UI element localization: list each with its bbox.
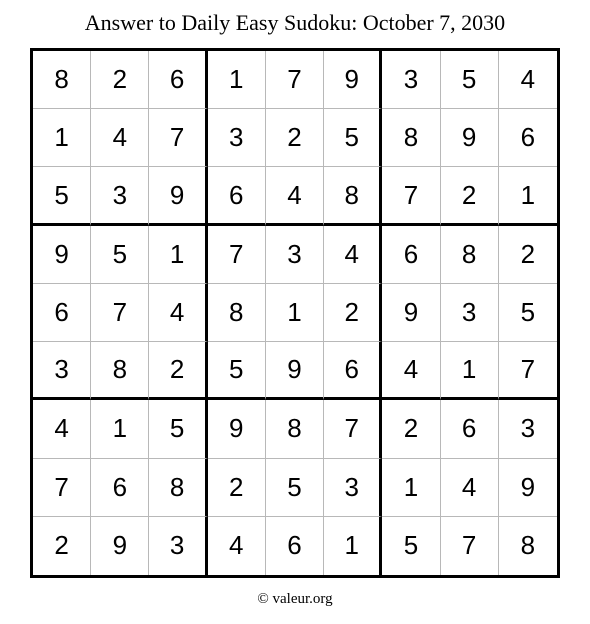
sudoku-cell-r6c8[interactable]: 1 xyxy=(441,342,499,400)
sudoku-cell-r3c3[interactable]: 9 xyxy=(149,167,207,225)
sudoku-cell-r8c6[interactable]: 3 xyxy=(324,459,382,517)
sudoku-cell-r9c6[interactable]: 1 xyxy=(324,517,382,575)
sudoku-cell-r8c7[interactable]: 1 xyxy=(382,459,440,517)
sudoku-cell-r4c6[interactable]: 4 xyxy=(324,226,382,284)
sudoku-cell-r5c5[interactable]: 1 xyxy=(266,284,324,342)
page-title: Answer to Daily Easy Sudoku: October 7, 2030 xyxy=(84,10,506,35)
sudoku-cell-r4c2[interactable]: 5 xyxy=(91,226,149,284)
sudoku-cell-r3c1[interactable]: 5 xyxy=(33,167,91,225)
sudoku-cell-r5c3[interactable]: 4 xyxy=(149,284,207,342)
sudoku-cell-r4c8[interactable]: 8 xyxy=(441,226,499,284)
sudoku-cell-r9c9[interactable]: 8 xyxy=(520,530,536,561)
sudoku-cell-r8c4[interactable]: 2 xyxy=(208,459,266,517)
sudoku-cell-r5c4[interactable]: 8 xyxy=(208,284,266,342)
sudoku-cell-r7c4[interactable]: 9 xyxy=(208,400,266,458)
sudoku-board xyxy=(30,48,560,578)
sudoku-cell-r2c6[interactable]: 5 xyxy=(324,109,382,167)
sudoku-cell-r9c5[interactable]: 6 xyxy=(266,517,324,575)
sudoku-cell-r5c2[interactable]: 7 xyxy=(91,284,149,342)
sudoku-cell-r3c9[interactable]: 1 xyxy=(499,167,557,225)
sudoku-cell-r5c1[interactable]: 6 xyxy=(33,284,91,342)
sudoku-cell-r2c7[interactable]: 8 xyxy=(382,109,440,167)
sudoku-cell-r2c9[interactable]: 6 xyxy=(499,109,557,167)
sudoku-cell-r1c2[interactable]: 2 xyxy=(91,51,149,109)
sudoku-cell-r1c3[interactable]: 6 xyxy=(149,51,207,109)
sudoku-cell-r7c5[interactable]: 8 xyxy=(266,400,324,458)
sudoku-cell-r7c2[interactable]: 1 xyxy=(91,400,149,458)
sudoku-cell-r6c5[interactable]: 9 xyxy=(266,342,324,400)
sudoku-cell-r4c5[interactable]: 3 xyxy=(266,226,324,284)
sudoku-cell-r8c2[interactable]: 6 xyxy=(91,459,149,517)
sudoku-cell-r7c6[interactable]: 7 xyxy=(324,400,382,458)
sudoku-cell-r8c1[interactable]: 7 xyxy=(33,459,91,517)
sudoku-cell-r2c5[interactable]: 2 xyxy=(266,109,324,167)
sudoku-cell-r2c8[interactable]: 9 xyxy=(441,109,499,167)
sudoku-cell-r6c9[interactable]: 7 xyxy=(499,342,557,400)
sudoku-cell-r9c1[interactable]: 2 xyxy=(33,517,91,575)
sudoku-cell-r4c4[interactable]: 7 xyxy=(208,226,266,284)
sudoku-cell-r4c7[interactable]: 6 xyxy=(382,226,440,284)
sudoku-cell-r3c7[interactable]: 7 xyxy=(382,167,440,225)
sudoku-cell-r2c2[interactable]: 4 xyxy=(91,109,149,167)
sudoku-cell-r6c7[interactable]: 4 xyxy=(382,342,440,400)
sudoku-cell-r4c9[interactable]: 2 xyxy=(499,226,557,284)
sudoku-cell-r8c5[interactable]: 5 xyxy=(266,459,324,517)
sudoku-cell-r3c6[interactable]: 8 xyxy=(324,167,382,225)
sudoku-cell-r6c3[interactable]: 2 xyxy=(149,342,207,400)
sudoku-cell-r3c8[interactable]: 2 xyxy=(441,167,499,225)
sudoku-cell-r3c4[interactable]: 6 xyxy=(208,167,266,225)
sudoku-cell-r6c1[interactable]: 3 xyxy=(33,342,91,400)
sudoku-cell-r5c6[interactable]: 2 xyxy=(324,284,382,342)
sudoku-cell-r2c1[interactable]: 1 xyxy=(33,109,91,167)
sudoku-cell-r1c7[interactable]: 3 xyxy=(382,51,440,109)
sudoku-cell-r4c1[interactable]: 9 xyxy=(33,226,91,284)
sudoku-cell-r1c5[interactable]: 7 xyxy=(266,51,324,109)
sudoku-cell-r1c6[interactable]: 9 xyxy=(324,51,382,109)
sudoku-cell-r6c4[interactable]: 5 xyxy=(208,342,266,400)
sudoku-cell-r9c8[interactable]: 7 xyxy=(441,517,499,575)
sudoku-cell-r9c3[interactable]: 3 xyxy=(149,517,207,575)
sudoku-cell-r1c1[interactable]: 8 xyxy=(33,51,91,109)
copyright-footer: © valeur.org xyxy=(257,591,333,607)
sudoku-cell-r2c4[interactable]: 3 xyxy=(208,109,266,167)
sudoku-cell-r5c9[interactable]: 5 xyxy=(499,284,557,342)
sudoku-cell-r6c2[interactable]: 8 xyxy=(91,342,149,400)
sudoku-cell-r3c2[interactable]: 3 xyxy=(91,167,149,225)
sudoku-cell-r5c7[interactable]: 9 xyxy=(382,284,440,342)
sudoku-cell-r7c3[interactable]: 5 xyxy=(149,400,207,458)
sudoku-cell-r4c3[interactable]: 1 xyxy=(149,226,207,284)
sudoku-cell-r8c9[interactable]: 9 xyxy=(499,459,557,517)
sudoku-cell-r1c8[interactable]: 5 xyxy=(441,51,499,109)
sudoku-cell-r7c1[interactable]: 4 xyxy=(33,400,91,458)
sudoku-cell-r3c5[interactable]: 4 xyxy=(266,167,324,225)
sudoku-cell-r9c4[interactable]: 4 xyxy=(208,517,266,575)
sudoku-cell-r5c8[interactable]: 3 xyxy=(441,284,499,342)
sudoku-cell-r6c6[interactable]: 6 xyxy=(324,342,382,400)
sudoku-cell-r7c7[interactable]: 2 xyxy=(382,400,440,458)
sudoku-cell-r7c8[interactable]: 6 xyxy=(441,400,499,458)
sudoku-cell-r7c9[interactable]: 3 xyxy=(499,400,557,458)
sudoku-cell-r9c7[interactable]: 5 xyxy=(382,517,440,575)
sudoku-cell-r8c8[interactable]: 4 xyxy=(441,459,499,517)
sudoku-cell-r8c3[interactable]: 8 xyxy=(149,459,207,517)
sudoku-cell-r1c9[interactable]: 4 xyxy=(499,51,557,109)
sudoku-cell-r2c3[interactable]: 7 xyxy=(149,109,207,167)
sudoku-cell-r9c2[interactable]: 9 xyxy=(91,517,149,575)
sudoku-cell-r1c4[interactable]: 1 xyxy=(208,51,266,109)
